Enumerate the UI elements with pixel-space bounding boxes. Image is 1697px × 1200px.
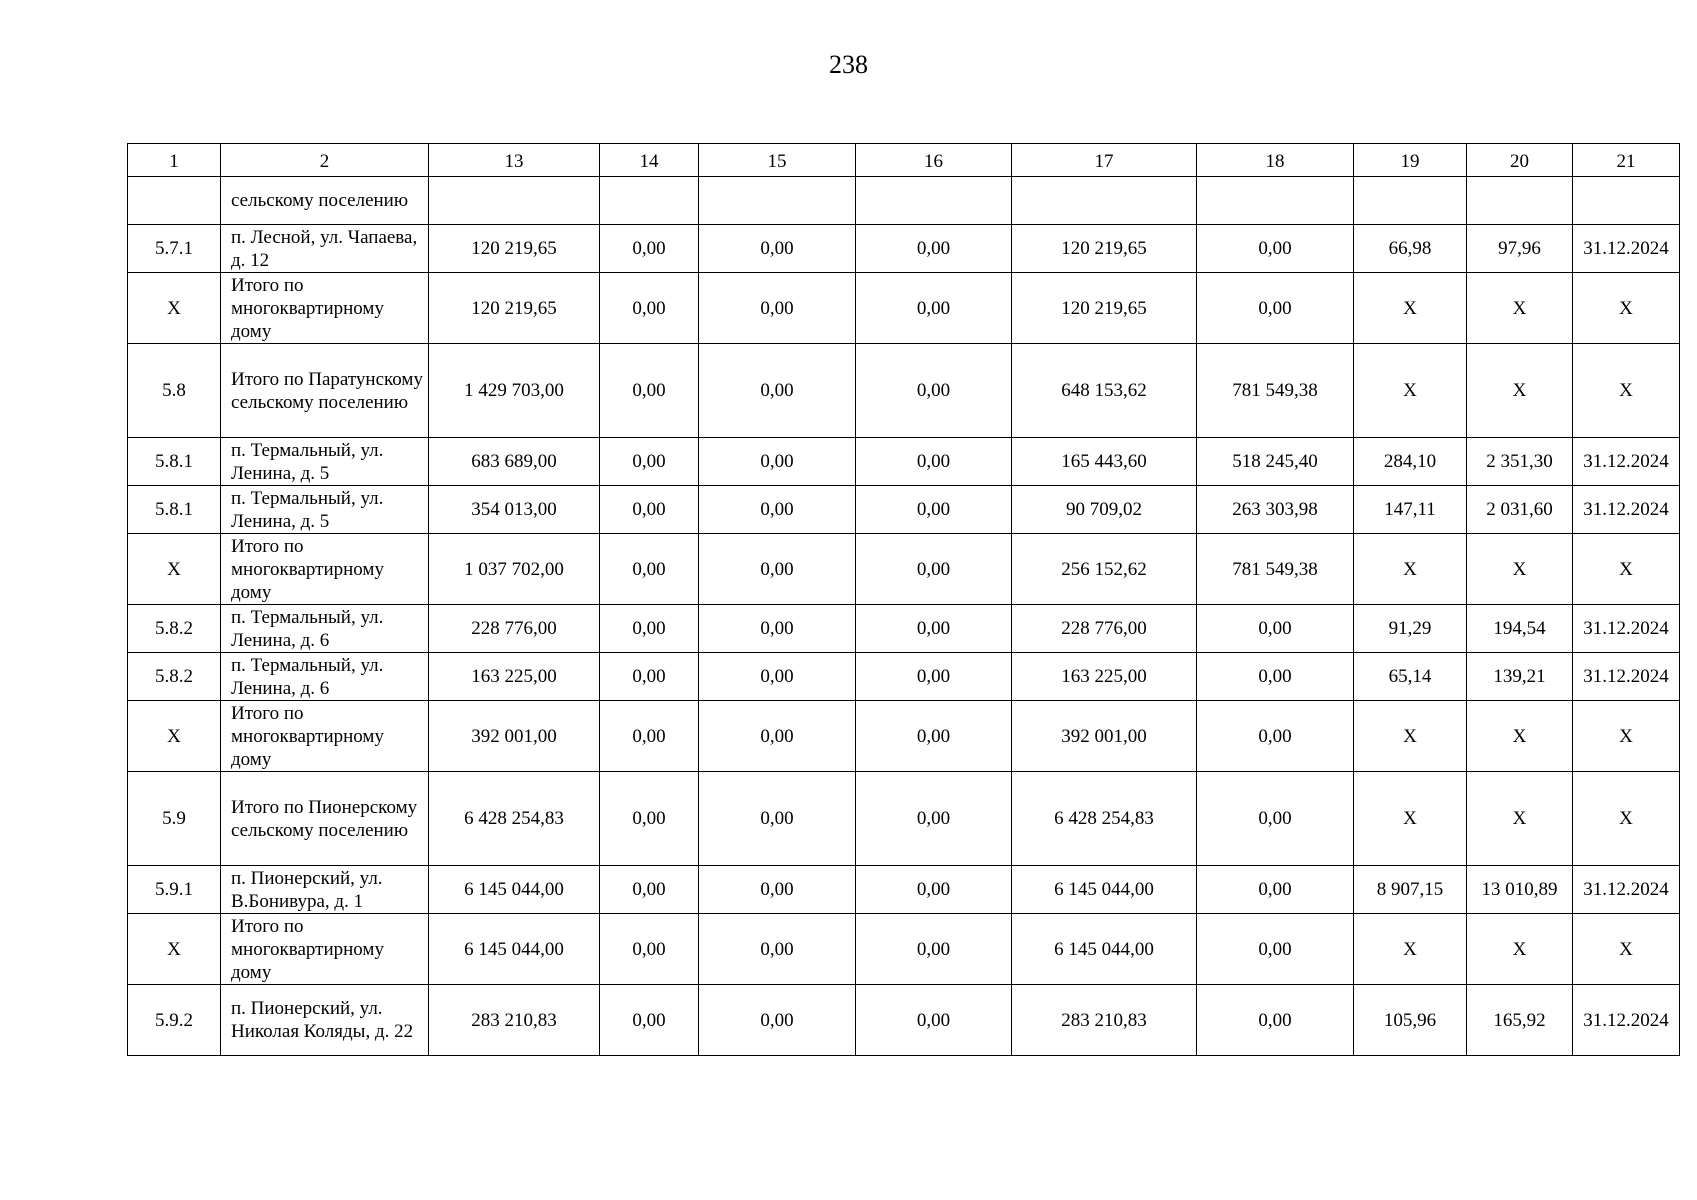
col-20-cell: X bbox=[1467, 914, 1573, 985]
col-18-cell: 0,00 bbox=[1197, 605, 1354, 653]
col-19-cell: X bbox=[1354, 534, 1467, 605]
table-row bbox=[128, 985, 1680, 1056]
col-16-cell: 0,00 bbox=[856, 985, 1012, 1056]
row-number-cell bbox=[128, 177, 221, 225]
object-name-cell: Итого по Пионерскому сельскому поселению bbox=[221, 772, 429, 866]
object-name-cell: Итого по Паратунскому сельскому поселению bbox=[221, 344, 429, 438]
page-number: 238 bbox=[829, 50, 868, 79]
col-13-cell: 283 210,83 bbox=[429, 985, 600, 1056]
col-18-cell: 0,00 bbox=[1197, 225, 1354, 273]
col-17-cell: 120 219,65 bbox=[1012, 225, 1197, 273]
col-16-cell: 0,00 bbox=[856, 273, 1012, 344]
col-20-cell: 194,54 bbox=[1467, 605, 1573, 653]
column-header: 14 bbox=[600, 144, 699, 177]
object-name-cell: Итого по многоквартирному дому bbox=[221, 534, 429, 605]
col-19-cell: X bbox=[1354, 273, 1467, 344]
col-14-cell: 0,00 bbox=[600, 486, 699, 534]
col-18-cell: 781 549,38 bbox=[1197, 344, 1354, 438]
col-21-cell: 31.12.2024 bbox=[1573, 985, 1680, 1056]
column-header: 2 bbox=[221, 144, 429, 177]
col-20-cell: 97,96 bbox=[1467, 225, 1573, 273]
col-21-cell: 31.12.2024 bbox=[1573, 225, 1680, 273]
col-19-cell bbox=[1354, 177, 1467, 225]
col-19-cell: 105,96 bbox=[1354, 985, 1467, 1056]
col-15-cell: 0,00 bbox=[699, 534, 856, 605]
col-15-cell: 0,00 bbox=[699, 438, 856, 486]
col-13-cell: 1 037 702,00 bbox=[429, 534, 600, 605]
col-13-cell: 6 145 044,00 bbox=[429, 866, 600, 914]
table-row bbox=[128, 177, 1680, 225]
col-15-cell: 0,00 bbox=[699, 772, 856, 866]
col-13-cell: 120 219,65 bbox=[429, 225, 600, 273]
col-20-cell bbox=[1467, 177, 1573, 225]
col-14-cell: 0,00 bbox=[600, 653, 699, 701]
col-14-cell: 0,00 bbox=[600, 914, 699, 985]
object-name-cell: сельскому поселению bbox=[221, 177, 429, 225]
col-18-cell: 0,00 bbox=[1197, 985, 1354, 1056]
column-header: 15 bbox=[699, 144, 856, 177]
col-21-cell: X bbox=[1573, 273, 1680, 344]
col-14-cell: 0,00 bbox=[600, 534, 699, 605]
col-13-cell: 6 145 044,00 bbox=[429, 914, 600, 985]
col-17-cell: 283 210,83 bbox=[1012, 985, 1197, 1056]
col-17-cell: 256 152,62 bbox=[1012, 534, 1197, 605]
row-number-cell: 5.8 bbox=[128, 344, 221, 438]
col-18-cell: 0,00 bbox=[1197, 772, 1354, 866]
row-number-cell: X bbox=[128, 701, 221, 772]
col-16-cell: 0,00 bbox=[856, 772, 1012, 866]
col-17-cell: 228 776,00 bbox=[1012, 605, 1197, 653]
col-18-cell: 0,00 bbox=[1197, 914, 1354, 985]
col-18-cell: 0,00 bbox=[1197, 653, 1354, 701]
col-14-cell bbox=[600, 177, 699, 225]
col-17-cell: 648 153,62 bbox=[1012, 344, 1197, 438]
col-16-cell: 0,00 bbox=[856, 225, 1012, 273]
column-header: 13 bbox=[429, 144, 600, 177]
object-name-cell: п. Пионерский, ул. В.Бонивура, д. 1 bbox=[221, 866, 429, 914]
col-20-cell: 139,21 bbox=[1467, 653, 1573, 701]
col-20-cell: X bbox=[1467, 344, 1573, 438]
col-15-cell: 0,00 bbox=[699, 701, 856, 772]
col-20-cell: X bbox=[1467, 534, 1573, 605]
col-16-cell: 0,00 bbox=[856, 914, 1012, 985]
table-row bbox=[128, 273, 1680, 344]
column-header: 16 bbox=[856, 144, 1012, 177]
col-17-cell: 392 001,00 bbox=[1012, 701, 1197, 772]
col-18-cell: 263 303,98 bbox=[1197, 486, 1354, 534]
object-name-cell: Итого по многоквартирному дому bbox=[221, 701, 429, 772]
col-14-cell: 0,00 bbox=[600, 273, 699, 344]
col-16-cell: 0,00 bbox=[856, 534, 1012, 605]
col-13-cell: 683 689,00 bbox=[429, 438, 600, 486]
col-15-cell: 0,00 bbox=[699, 605, 856, 653]
col-19-cell: 8 907,15 bbox=[1354, 866, 1467, 914]
col-15-cell: 0,00 bbox=[699, 985, 856, 1056]
col-15-cell: 0,00 bbox=[699, 866, 856, 914]
col-16-cell: 0,00 bbox=[856, 866, 1012, 914]
col-18-cell: 781 549,38 bbox=[1197, 534, 1354, 605]
column-header: 19 bbox=[1354, 144, 1467, 177]
col-15-cell bbox=[699, 177, 856, 225]
col-20-cell: X bbox=[1467, 701, 1573, 772]
object-name-cell: п. Лесной, ул. Чапаева, д. 12 bbox=[221, 225, 429, 273]
col-19-cell: X bbox=[1354, 914, 1467, 985]
col-19-cell: 147,11 bbox=[1354, 486, 1467, 534]
object-name-cell: п. Термальный, ул. Ленина, д. 6 bbox=[221, 653, 429, 701]
col-16-cell: 0,00 bbox=[856, 486, 1012, 534]
col-19-cell: X bbox=[1354, 701, 1467, 772]
row-number-cell: 5.9 bbox=[128, 772, 221, 866]
table-row bbox=[128, 344, 1680, 438]
table-row bbox=[128, 914, 1680, 985]
col-16-cell bbox=[856, 177, 1012, 225]
col-17-cell bbox=[1012, 177, 1197, 225]
col-14-cell: 0,00 bbox=[600, 701, 699, 772]
col-14-cell: 0,00 bbox=[600, 438, 699, 486]
row-number-cell: X bbox=[128, 534, 221, 605]
col-17-cell: 6 145 044,00 bbox=[1012, 866, 1197, 914]
col-13-cell: 392 001,00 bbox=[429, 701, 600, 772]
column-header: 20 bbox=[1467, 144, 1573, 177]
col-13-cell: 1 429 703,00 bbox=[429, 344, 600, 438]
row-number-cell: 5.8.2 bbox=[128, 653, 221, 701]
col-20-cell: X bbox=[1467, 273, 1573, 344]
col-13-cell: 6 428 254,83 bbox=[429, 772, 600, 866]
column-header: 1 bbox=[128, 144, 221, 177]
col-14-cell: 0,00 bbox=[600, 344, 699, 438]
object-name-cell: п. Термальный, ул. Ленина, д. 6 bbox=[221, 605, 429, 653]
col-15-cell: 0,00 bbox=[699, 344, 856, 438]
object-name-cell: п. Пионерский, ул. Николая Коляды, д. 22 bbox=[221, 985, 429, 1056]
col-21-cell: 31.12.2024 bbox=[1573, 866, 1680, 914]
row-number-cell: X bbox=[128, 273, 221, 344]
table-body bbox=[128, 177, 1680, 1056]
col-20-cell: 13 010,89 bbox=[1467, 866, 1573, 914]
col-18-cell: 0,00 bbox=[1197, 273, 1354, 344]
col-13-cell: 163 225,00 bbox=[429, 653, 600, 701]
row-number-cell: X bbox=[128, 914, 221, 985]
col-15-cell: 0,00 bbox=[699, 225, 856, 273]
col-15-cell: 0,00 bbox=[699, 653, 856, 701]
table-row bbox=[128, 225, 1680, 273]
col-21-cell: X bbox=[1573, 534, 1680, 605]
column-header: 18 bbox=[1197, 144, 1354, 177]
table-row bbox=[128, 534, 1680, 605]
col-14-cell: 0,00 bbox=[600, 866, 699, 914]
col-20-cell: X bbox=[1467, 772, 1573, 866]
table-row bbox=[128, 772, 1680, 866]
col-15-cell: 0,00 bbox=[699, 914, 856, 985]
row-number-cell: 5.7.1 bbox=[128, 225, 221, 273]
col-13-cell: 228 776,00 bbox=[429, 605, 600, 653]
table-row bbox=[128, 438, 1680, 486]
col-16-cell: 0,00 bbox=[856, 653, 1012, 701]
object-name-cell: Итого по многоквартирному дому bbox=[221, 914, 429, 985]
col-16-cell: 0,00 bbox=[856, 344, 1012, 438]
col-21-cell: X bbox=[1573, 772, 1680, 866]
col-21-cell: X bbox=[1573, 914, 1680, 985]
col-20-cell: 2 031,60 bbox=[1467, 486, 1573, 534]
col-16-cell: 0,00 bbox=[856, 438, 1012, 486]
col-21-cell: X bbox=[1573, 701, 1680, 772]
col-17-cell: 90 709,02 bbox=[1012, 486, 1197, 534]
col-18-cell bbox=[1197, 177, 1354, 225]
col-17-cell: 165 443,60 bbox=[1012, 438, 1197, 486]
col-21-cell: X bbox=[1573, 344, 1680, 438]
object-name-cell: п. Термальный, ул. Ленина, д. 5 bbox=[221, 486, 429, 534]
col-19-cell: X bbox=[1354, 772, 1467, 866]
table-row bbox=[128, 605, 1680, 653]
table-row bbox=[128, 486, 1680, 534]
col-17-cell: 120 219,65 bbox=[1012, 273, 1197, 344]
table-row bbox=[128, 701, 1680, 772]
col-18-cell: 0,00 bbox=[1197, 701, 1354, 772]
table-row bbox=[128, 653, 1680, 701]
col-21-cell: 31.12.2024 bbox=[1573, 438, 1680, 486]
col-14-cell: 0,00 bbox=[600, 772, 699, 866]
object-name-cell: Итого по многоквартирному дому bbox=[221, 273, 429, 344]
col-21-cell bbox=[1573, 177, 1680, 225]
col-15-cell: 0,00 bbox=[699, 486, 856, 534]
col-18-cell: 518 245,40 bbox=[1197, 438, 1354, 486]
data-table bbox=[127, 143, 1680, 1056]
col-16-cell: 0,00 bbox=[856, 701, 1012, 772]
col-19-cell: X bbox=[1354, 344, 1467, 438]
col-20-cell: 2 351,30 bbox=[1467, 438, 1573, 486]
col-19-cell: 66,98 bbox=[1354, 225, 1467, 273]
col-16-cell: 0,00 bbox=[856, 605, 1012, 653]
row-number-cell: 5.9.2 bbox=[128, 985, 221, 1056]
col-20-cell: 165,92 bbox=[1467, 985, 1573, 1056]
col-18-cell: 0,00 bbox=[1197, 866, 1354, 914]
col-14-cell: 0,00 bbox=[600, 225, 699, 273]
col-17-cell: 6 428 254,83 bbox=[1012, 772, 1197, 866]
row-number-cell: 5.9.1 bbox=[128, 866, 221, 914]
col-21-cell: 31.12.2024 bbox=[1573, 486, 1680, 534]
col-19-cell: 91,29 bbox=[1354, 605, 1467, 653]
header-row bbox=[128, 144, 1680, 177]
col-13-cell: 120 219,65 bbox=[429, 273, 600, 344]
col-21-cell: 31.12.2024 bbox=[1573, 605, 1680, 653]
row-number-cell: 5.8.1 bbox=[128, 486, 221, 534]
object-name-cell: п. Термальный, ул. Ленина, д. 5 bbox=[221, 438, 429, 486]
col-19-cell: 65,14 bbox=[1354, 653, 1467, 701]
col-13-cell: 354 013,00 bbox=[429, 486, 600, 534]
col-15-cell: 0,00 bbox=[699, 273, 856, 344]
col-17-cell: 6 145 044,00 bbox=[1012, 914, 1197, 985]
col-21-cell: 31.12.2024 bbox=[1573, 653, 1680, 701]
col-14-cell: 0,00 bbox=[600, 605, 699, 653]
column-header: 17 bbox=[1012, 144, 1197, 177]
row-number-cell: 5.8.2 bbox=[128, 605, 221, 653]
col-14-cell: 0,00 bbox=[600, 985, 699, 1056]
column-header: 21 bbox=[1573, 144, 1680, 177]
col-13-cell bbox=[429, 177, 600, 225]
row-number-cell: 5.8.1 bbox=[128, 438, 221, 486]
table-row bbox=[128, 866, 1680, 914]
col-17-cell: 163 225,00 bbox=[1012, 653, 1197, 701]
col-19-cell: 284,10 bbox=[1354, 438, 1467, 486]
